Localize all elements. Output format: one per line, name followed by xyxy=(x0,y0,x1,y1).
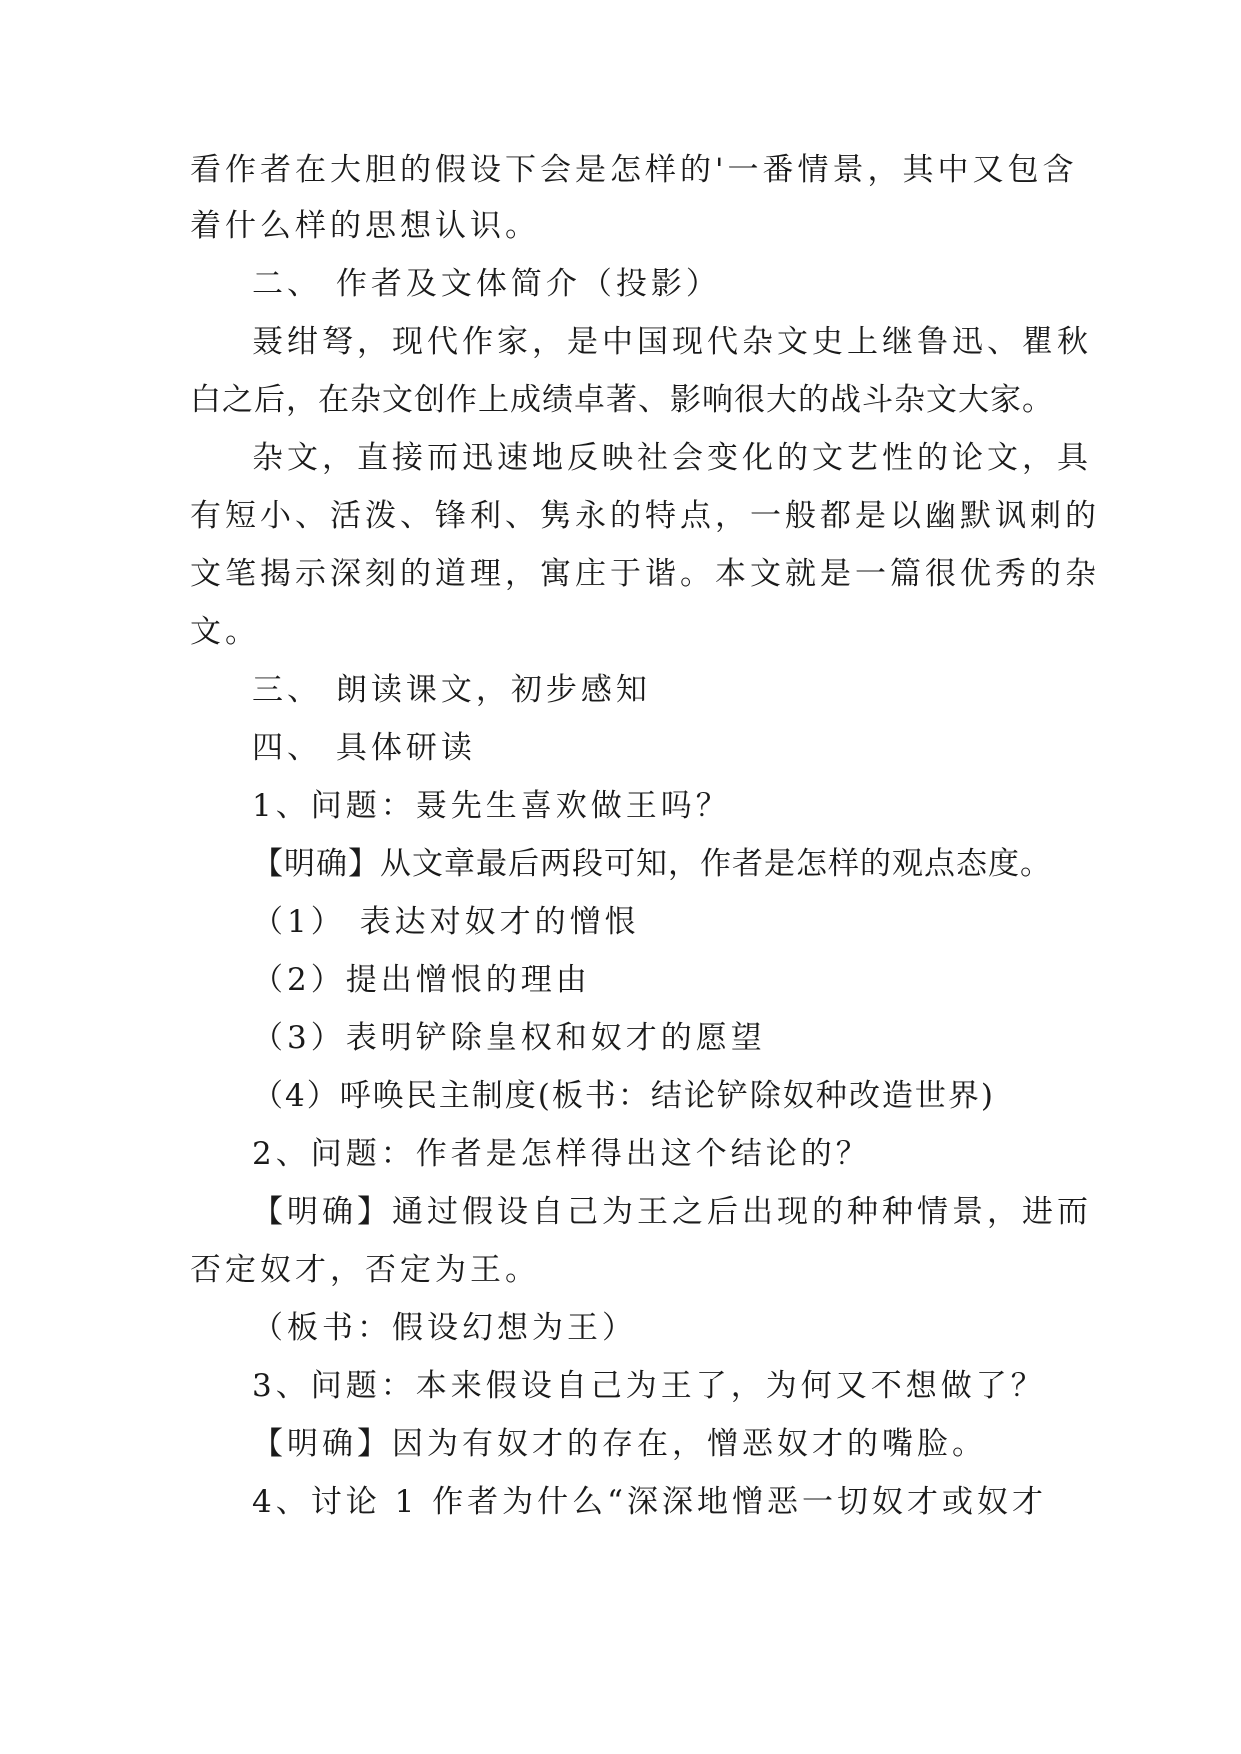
text-line: 看作者在大胆的假设下会是怎样的'一番情景，其中又包含 xyxy=(190,152,1078,188)
question-line: 2、问题：作者是怎样得出这个结论的？ xyxy=(252,1136,871,1172)
section-heading: 三、 朗读课文，初步感知 xyxy=(252,672,651,708)
section-heading: 二、 作者及文体简介（投影） xyxy=(252,266,721,302)
list-item: （2）提出憎恨的理由 xyxy=(252,962,591,998)
text-line: 文。 xyxy=(190,614,260,650)
text-line: 着什么样的思想认识。 xyxy=(190,208,540,244)
text-line: 否定奴才，否定为王。 xyxy=(190,1252,540,1288)
list-item: （4）呼唤民主制度(板书：结论铲除奴种改造世界) xyxy=(252,1078,995,1114)
answer-line: 【明确】从文章最后两段可知，作者是怎样的观点态度。 xyxy=(252,846,1052,882)
board-note: （板书：假设幻想为王） xyxy=(252,1310,637,1346)
text-line: 杂文，直接而迅速地反映社会变化的文艺性的论文，具 xyxy=(252,440,1092,476)
text-line: 有短小、活泼、锋利、隽永的特点，一般都是以幽默讽刺的 xyxy=(190,498,1100,534)
text-line: 白之后，在杂文创作上成绩卓著、影响很大的战斗杂文大家。 xyxy=(190,382,1054,418)
question-line: 1、问题：聂先生喜欢做王吗？ xyxy=(252,788,731,824)
question-line: 3、问题：本来假设自己为王了，为何又不想做了？ xyxy=(252,1368,1046,1404)
section-heading: 四、 具体研读 xyxy=(252,730,476,766)
text-line: 文笔揭示深刻的道理，寓庄于谐。本文就是一篇很优秀的杂 xyxy=(190,556,1100,592)
answer-line: 【明确】因为有奴才的存在，憎恶奴才的嘴脸。 xyxy=(252,1426,987,1462)
question-line: 4、讨论 1 作者为什么“深深地憎恶一切奴才或奴才 xyxy=(252,1484,1048,1520)
text-line: 聂绀弩，现代作家，是中国现代杂文史上继鲁迅、瞿秋 xyxy=(252,324,1092,360)
list-item: （3）表明铲除皇权和奴才的愿望 xyxy=(252,1020,766,1056)
list-item: （1） 表达对奴才的憎恨 xyxy=(252,904,640,940)
answer-line: 【明确】通过假设自己为王之后出现的种种情景，进而 xyxy=(252,1194,1092,1230)
